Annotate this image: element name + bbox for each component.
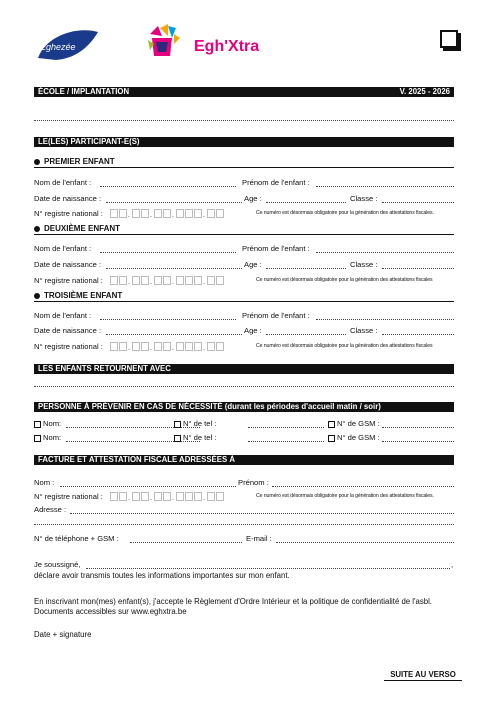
child-1-name-row [34, 178, 454, 188]
child-3-birth-row [34, 326, 454, 336]
class-label: Classe : [350, 326, 378, 335]
child-1-class-input[interactable] [382, 202, 454, 203]
participants-bar [34, 137, 454, 147]
soussigne-label: Je soussigné, [34, 560, 81, 569]
invoice-name-row [34, 478, 454, 488]
participants-bar-label: LE(LES) PARTICIPANT-E(S) [38, 137, 140, 146]
invoice-bar-label: FACTURE ET ATTESTATION FISCALE ADRESSÉES À [38, 455, 235, 464]
registry-note: Ce numéro est désormais obligatoire pour la génération des attestations fiscales. [256, 493, 434, 499]
child-2-name-row [34, 244, 454, 254]
emergency-tel-label: N° de tel : [174, 433, 216, 443]
invoice-firstname-label: Prénom : [238, 478, 269, 487]
child-2-age-input[interactable] [266, 268, 346, 269]
emergency-2-gsm-input[interactable] [382, 441, 454, 442]
invoice-firstname-input[interactable] [272, 486, 454, 487]
child-3-firstname-input[interactable] [316, 319, 454, 320]
emergency-gsm-label: N° de GSM : [328, 433, 380, 443]
checkbox-icon[interactable] [328, 435, 335, 442]
emergency-row-1 [34, 419, 454, 429]
child-1-age-input[interactable] [266, 202, 346, 203]
phone-input[interactable] [130, 542, 242, 543]
eghezee-logo-text: Eghezée [40, 42, 76, 52]
child-1-birth-row [34, 194, 454, 204]
child-1-birthdate-input[interactable] [106, 202, 242, 203]
registry-label: N° registre national : [34, 342, 103, 351]
registry-label: N° registre national : [34, 209, 103, 218]
inscription-text: En inscrivant mon(mes) enfant(s), j'accepte le Règlement d'Ordre Intérieur et la politique de confidentialité de l'asbl. [34, 597, 432, 606]
continue-overleaf: SUITE AU VERSO [384, 670, 462, 681]
emergency-name-label: Nom: [34, 419, 61, 429]
age-label: Age : [244, 194, 262, 203]
address-input-line-2[interactable] [34, 524, 454, 525]
corner-checkbox-icon [440, 30, 458, 48]
child-3-age-input[interactable] [266, 334, 346, 335]
child-2-registry-row: N° registre national : . . . . Ce numéro est désormais obligatoire pour la génération des attestations fiscales [34, 276, 433, 286]
signature-label: Date + signature [34, 630, 92, 639]
child-name-label: Nom de l'enfant : [34, 311, 92, 320]
invoice-name-label: Nom : [34, 478, 55, 487]
registry-note: Ce numéro est désormais obligatoire pour la génération des attestations fiscales [256, 277, 433, 283]
child-3-birthdate-input[interactable] [106, 334, 242, 335]
child-3-registry-row: N° registre national : . . . . Ce numéro est désormais obligatoire pour la génération des attestations fiscales [34, 342, 433, 352]
declaration-text: déclare avoir transmis toutes les informations importantes sur mon enfant. [34, 571, 290, 580]
age-label: Age : [244, 260, 262, 269]
checkbox-icon[interactable] [34, 435, 41, 442]
child-3-heading-text: TROISIÈME ENFANT [44, 291, 123, 300]
emergency-gsm-label: N° de GSM : [328, 419, 380, 429]
bullet-icon [34, 226, 40, 232]
school-bar [34, 87, 454, 97]
checkbox-icon[interactable] [34, 421, 41, 428]
checkbox-icon[interactable] [174, 421, 181, 428]
return-bar [34, 364, 454, 374]
eghezee-logo [36, 28, 100, 62]
child-2-birthdate-input[interactable] [106, 268, 242, 269]
child-2-firstname-input[interactable] [316, 252, 454, 253]
child-3-name-input[interactable] [100, 319, 236, 320]
emergency-bar [34, 402, 454, 412]
registry-label: N° registre national : [34, 492, 103, 501]
child-2-name-input[interactable] [100, 252, 236, 253]
bullet-icon [34, 159, 40, 165]
emergency-2-tel-input[interactable] [248, 441, 324, 442]
child-2-birth-row [34, 260, 454, 270]
registry-label: N° registre national : [34, 276, 103, 285]
child-1-heading-text: PREMIER ENFANT [44, 157, 115, 166]
school-field[interactable] [34, 120, 454, 121]
invoice-name-input[interactable] [60, 486, 236, 487]
phone-label: N° de téléphone + GSM : [34, 534, 119, 543]
birthdate-label: Date de naissance : [34, 260, 102, 269]
child-2-class-input[interactable] [382, 268, 454, 269]
child-1-registry-row: N° registre national : . . . . Ce numéro est désormais obligatoire pour la génération des attestations fiscales. [34, 209, 434, 219]
invoice-address-row [34, 505, 454, 515]
invoice-contact-row [34, 534, 454, 544]
class-label: Classe : [350, 194, 378, 203]
emergency-1-tel-input[interactable] [248, 427, 324, 428]
documents-text: Documents accessibles sur www.eghxtra.be [34, 607, 187, 616]
emergency-bar-label: PERSONNE À PRÉVENIR EN CAS DE NÉCESSITÉ (durant les périodes d'accueil matin / soir) [38, 402, 381, 411]
school-year: V. 2025 - 2026 [399, 87, 450, 96]
address-label: Adresse : [34, 505, 67, 514]
child-1-name-input[interactable] [100, 186, 236, 187]
declaration-row [34, 560, 454, 570]
emergency-name-label: Nom: [34, 433, 61, 443]
address-input[interactable] [70, 513, 454, 514]
return-bar-label: LES ENFANTS RETOURNENT AVEC [38, 364, 171, 373]
child-3-heading [34, 291, 454, 302]
email-input[interactable] [276, 542, 454, 543]
registry-note: Ce numéro est désormais obligatoire pour la génération des attestations fiscales [256, 343, 433, 349]
emergency-tel-label: N° de tel : [174, 419, 216, 429]
class-label: Classe : [350, 260, 378, 269]
invoice-registry-row: N° registre national : . . . . Ce numéro est désormais obligatoire pour la génération des attestations fiscales. [34, 492, 434, 502]
birthdate-label: Date de naissance : [34, 194, 102, 203]
checkbox-icon[interactable] [174, 435, 181, 442]
child-2-heading-text: DEUXIÈME ENFANT [44, 224, 121, 233]
soussigne-comma: , [451, 560, 454, 569]
child-firstname-label: Prénom de l'enfant : [242, 244, 310, 253]
child-1-heading [34, 157, 454, 168]
child-name-label: Nom de l'enfant : [34, 178, 92, 187]
email-label: E-mail : [246, 534, 272, 543]
child-3-name-row [34, 311, 454, 321]
eghxtra-logo-text: Egh'Xtra [194, 38, 260, 55]
bullet-icon [34, 293, 40, 299]
checkbox-icon[interactable] [328, 421, 335, 428]
child-1-firstname-input[interactable] [316, 186, 454, 187]
eghxtra-logo [146, 22, 276, 62]
birthdate-label: Date de naissance : [34, 326, 102, 335]
registry-note: Ce numéro est désormais obligatoire pour la génération des attestations fiscales. [256, 210, 434, 216]
age-label: Age : [244, 326, 262, 335]
soussigne-input[interactable] [86, 568, 450, 569]
school-bar-label: ÉCOLE / IMPLANTATION [38, 87, 130, 96]
child-2-heading [34, 224, 454, 235]
child-name-label: Nom de l'enfant : [34, 244, 92, 253]
return-field[interactable] [34, 386, 454, 387]
invoice-bar [34, 455, 454, 465]
emergency-1-gsm-input[interactable] [382, 427, 454, 428]
child-firstname-label: Prénom de l'enfant : [242, 178, 310, 187]
child-3-class-input[interactable] [382, 334, 454, 335]
emergency-row-2 [34, 433, 454, 443]
child-firstname-label: Prénom de l'enfant : [242, 311, 310, 320]
